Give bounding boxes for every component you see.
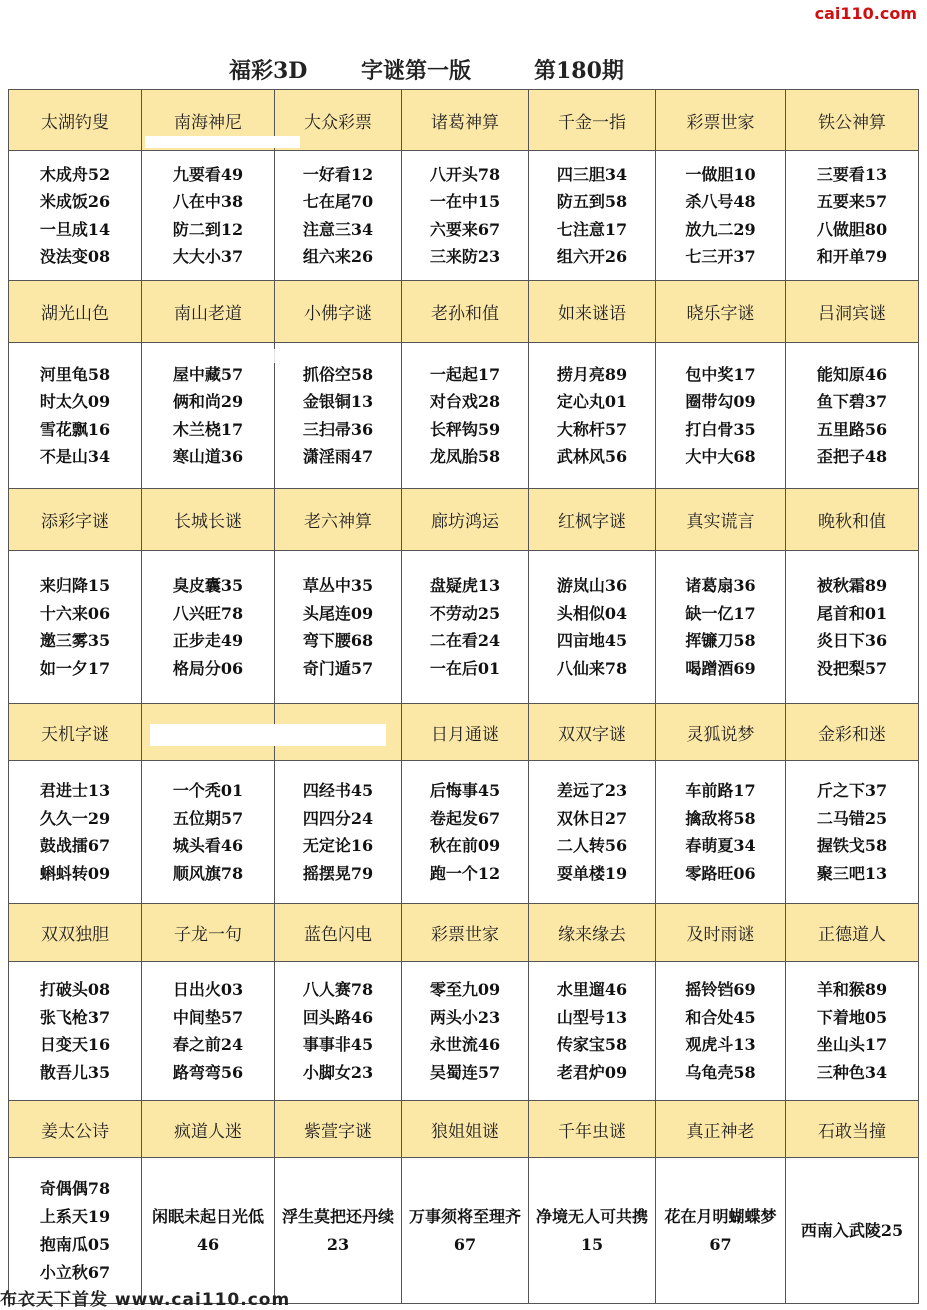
riddle-cell [142, 343, 275, 489]
riddle-line: 和合处45 [685, 1007, 756, 1027]
riddle-cell [786, 551, 919, 704]
column-header: 及时雨谜 [656, 904, 786, 962]
riddle-line: 武林风56 [556, 447, 628, 466]
riddle-line: 草丛中35 [302, 576, 374, 595]
column-header: 真正神老 [656, 1101, 786, 1158]
riddle-line: 路弯弯56 [172, 1062, 244, 1082]
riddle-line: 零路旺06 [685, 863, 756, 883]
riddle-cell [786, 761, 919, 904]
riddle-line: 歪把子48 [816, 447, 888, 466]
riddle-line: 张飞枪37 [39, 1007, 111, 1027]
riddle-line: 大中大68 [685, 447, 756, 466]
riddle-line: 抓俗空58 [302, 364, 374, 384]
riddle-line: 俩和尚29 [172, 392, 244, 411]
riddle-line: 奇门遁57 [302, 658, 374, 678]
riddle-line: 水里遛46 [556, 980, 628, 999]
riddle-line: 君进士13 [39, 781, 111, 800]
riddle-line: 组六开26 [556, 247, 628, 266]
issue-number: 第180期 [534, 58, 624, 84]
riddle-line: 鱼下碧37 [816, 392, 888, 411]
riddle-line: 车前路17 [685, 781, 756, 800]
riddle-line: 对台戏28 [429, 392, 501, 411]
riddle-line: 如一夕17 [39, 658, 111, 678]
riddle-cell [142, 1158, 275, 1304]
riddle-cell [786, 1158, 919, 1304]
column-header: 缘来缘去 [529, 904, 656, 962]
riddle-line: 头相似04 [556, 603, 628, 623]
riddle-line: 闲眠未起日光低46 [151, 1206, 264, 1254]
riddle-line: 五里路56 [816, 419, 888, 439]
riddle-line: 秋在前09 [429, 836, 501, 855]
riddle-line: 防五到58 [556, 192, 628, 211]
riddle-cell [402, 962, 529, 1101]
riddle-line: 四亩地45 [556, 631, 628, 650]
column-header: 灵狐说梦 [656, 704, 786, 761]
riddle-line: 上系天19 [39, 1206, 111, 1226]
riddle-cell [9, 1158, 142, 1304]
riddle-line: 卷起发67 [429, 808, 501, 828]
riddle-line: 八开头78 [429, 164, 501, 184]
riddle-line: 顺风旗78 [172, 863, 244, 883]
riddle-line: 三扫帚36 [302, 419, 374, 439]
riddle-line: 注意三34 [302, 219, 374, 239]
riddle-line: 传家宝58 [556, 1035, 628, 1054]
riddle-line: 炎日下36 [816, 631, 888, 650]
riddle-line: 耍单楼19 [556, 863, 628, 883]
riddle-line: 定心丸01 [556, 392, 628, 411]
mask-patch-header [145, 136, 300, 148]
riddle-cell [402, 151, 529, 281]
riddle-line: 坐山头17 [816, 1035, 888, 1054]
column-header: 大众彩票 [275, 90, 402, 151]
riddle-line: 尾首和01 [816, 603, 888, 623]
riddle-line: 一做胆10 [685, 164, 756, 184]
riddle-cell [656, 151, 786, 281]
riddle-line: 屋中藏57 [172, 364, 244, 384]
riddle-line: 斤之下37 [816, 781, 888, 800]
riddle-cell [529, 962, 656, 1101]
column-header: 太湖钓叟 [9, 90, 142, 151]
riddle-line: 西南入武陵25 [800, 1220, 904, 1240]
riddle-line: 二在看24 [429, 631, 501, 650]
column-header: 吕洞宾谜 [786, 281, 919, 343]
riddle-line: 诸葛扇36 [685, 576, 756, 595]
riddle-line: 米成饭26 [39, 192, 111, 211]
riddle-line: 八人赛78 [302, 980, 374, 999]
riddle-line: 金银铜13 [302, 392, 374, 411]
column-header: 红枫字谜 [529, 489, 656, 551]
riddle-line: 圈带勾09 [685, 392, 756, 411]
riddle-line: 小脚女23 [302, 1062, 374, 1082]
riddle-cell [529, 1158, 656, 1304]
riddle-cell [275, 1158, 402, 1304]
riddle-line: 潇淫雨47 [302, 447, 374, 466]
riddle-cell [9, 551, 142, 704]
riddle-line: 防二到12 [172, 219, 244, 239]
column-header: 南海神尼 [142, 90, 275, 151]
riddle-line: 八做胆80 [816, 219, 888, 239]
riddle-line: 打白骨35 [685, 419, 756, 439]
riddle-line: 中间垫57 [172, 1007, 244, 1027]
riddle-line: 九要看49 [172, 164, 244, 184]
riddle-line: 散吾儿35 [39, 1062, 111, 1082]
riddle-line: 包中奖17 [685, 364, 756, 384]
column-header: 正德道人 [786, 904, 919, 962]
column-header: 真实谎言 [656, 489, 786, 551]
riddle-line: 没把梨57 [816, 658, 888, 678]
riddle-line: 五要来57 [816, 192, 888, 211]
riddle-cell [9, 962, 142, 1101]
riddle-line: 长秤钩59 [429, 419, 501, 439]
column-header: 廊坊鸿运 [402, 489, 529, 551]
column-header: 金彩和迷 [786, 704, 919, 761]
riddle-line: 八在中38 [172, 192, 244, 211]
riddle-table [8, 89, 919, 1304]
riddle-line: 来归降15 [39, 576, 111, 595]
column-header: 天机字谜 [9, 704, 142, 761]
riddle-line: 臭皮囊35 [172, 576, 244, 595]
column-header: 彩票世家 [402, 904, 529, 962]
riddle-cell [402, 343, 529, 489]
riddle-line: 木成舟52 [39, 164, 111, 184]
riddle-line: 打破头08 [39, 980, 111, 999]
riddle-line: 吴蜀连57 [429, 1062, 501, 1082]
riddle-line: 时太久09 [39, 392, 111, 411]
column-header: 狼姐姐谜 [402, 1101, 529, 1158]
riddle-cell [529, 151, 656, 281]
riddle-line: 花在月明蝴蝶梦67 [664, 1206, 777, 1254]
riddle-line: 净境无人可共携15 [535, 1206, 648, 1254]
column-header: 千年虫谜 [529, 1101, 656, 1158]
riddle-line: 杀八号48 [685, 192, 756, 211]
riddle-line: 双休日27 [556, 808, 628, 828]
riddle-line: 七在尾70 [302, 192, 374, 211]
riddle-cell [656, 761, 786, 904]
riddle-cell [529, 343, 656, 489]
column-header: 石敢当撞 [786, 1101, 919, 1158]
riddle-line: 盘疑虎13 [429, 576, 501, 595]
riddle-cell [786, 343, 919, 489]
riddle-line: 河里龟58 [39, 364, 111, 384]
riddle-line: 无定论16 [302, 836, 374, 855]
column-header: 双双独胆 [9, 904, 142, 962]
riddle-line: 一好看12 [302, 164, 374, 184]
riddle-line: 浮生莫把还丹续23 [281, 1206, 394, 1254]
riddle-line: 被秋霜89 [816, 576, 888, 595]
riddle-line: 日出火03 [172, 980, 244, 999]
riddle-cell [9, 151, 142, 281]
riddle-line: 羊和猴89 [816, 980, 888, 999]
riddle-cell [9, 761, 142, 904]
riddle-line: 捞月亮89 [556, 364, 628, 384]
riddle-line: 不是山34 [39, 447, 111, 466]
riddle-line: 格局分06 [172, 658, 244, 678]
riddle-line: 二马错25 [816, 808, 888, 828]
mask-patch-row4 [150, 724, 386, 746]
column-header: 晓乐字谜 [656, 281, 786, 343]
site-logo: cai110.com [814, 4, 917, 23]
riddle-line: 弯下腰68 [302, 631, 374, 650]
column-header: 疯道人迷 [142, 1101, 275, 1158]
column-header: 千金一指 [529, 90, 656, 151]
riddle-line: 八兴旺78 [172, 603, 244, 623]
riddle-line: 三要看13 [816, 164, 888, 184]
riddle-cell [275, 551, 402, 704]
riddle-line: 游岚山36 [556, 576, 628, 595]
riddle-line: 邀三雾35 [39, 631, 111, 650]
column-header: 湖光山色 [9, 281, 142, 343]
riddle-line: 春萌夏34 [685, 836, 756, 855]
riddle-line: 一个秃01 [172, 781, 244, 800]
lottery-name: 福彩3D [229, 58, 308, 84]
riddle-cell [529, 761, 656, 904]
column-header: 小佛字谜 [275, 281, 402, 343]
column-header: 双双字谜 [529, 704, 656, 761]
riddle-line: 和开单79 [816, 247, 888, 266]
riddle-line: 龙凤胎58 [429, 447, 501, 466]
riddle-line: 组六来26 [302, 247, 374, 266]
column-header: 蓝色闪电 [275, 904, 402, 962]
column-header: 长城长谜 [142, 489, 275, 551]
riddle-line: 摇铃铛69 [685, 980, 756, 999]
riddle-line: 六要来67 [429, 219, 501, 239]
riddle-line: 大称杆57 [556, 419, 628, 439]
riddle-cell [402, 761, 529, 904]
riddle-line: 一在中15 [429, 192, 501, 211]
riddle-line: 山型号13 [556, 1007, 628, 1027]
column-header: 彩票世家 [656, 90, 786, 151]
riddle-line: 不劳动25 [429, 603, 501, 623]
riddle-cell [142, 551, 275, 704]
riddle-line: 没法变08 [39, 247, 111, 266]
riddle-line: 摇摆晃79 [302, 863, 374, 883]
riddle-line: 四经书45 [302, 781, 374, 800]
riddle-line: 喝蹭酒69 [685, 658, 756, 678]
riddle-line: 久久一29 [39, 808, 111, 828]
riddle-line: 四四分24 [302, 808, 374, 828]
riddle-line: 七三开37 [685, 247, 756, 266]
riddle-line: 日变天16 [39, 1035, 111, 1054]
riddle-cell [142, 962, 275, 1101]
riddle-line: 两头小23 [429, 1007, 501, 1027]
riddle-line: 握铁戈58 [816, 836, 888, 855]
riddle-line: 城头看46 [172, 836, 244, 855]
edition-label: 字谜第一版 [361, 58, 472, 84]
riddle-line: 放九二29 [685, 219, 756, 239]
riddle-line: 一旦成14 [39, 219, 111, 239]
column-header: 日月通谜 [402, 704, 529, 761]
riddle-line: 永世流46 [429, 1035, 501, 1054]
riddle-line: 老君炉09 [556, 1062, 628, 1082]
riddle-line: 回头路46 [302, 1007, 374, 1027]
riddle-line: 头尾连09 [302, 603, 374, 623]
riddle-line: 能知原46 [816, 364, 888, 384]
riddle-line: 十六来06 [39, 603, 111, 623]
riddle-line: 挥镰刀58 [685, 631, 756, 650]
column-header: 晚秋和值 [786, 489, 919, 551]
mask-patch-top [32, 14, 192, 64]
riddle-line: 春之前24 [172, 1035, 244, 1054]
riddle-line: 事事非45 [302, 1035, 374, 1054]
riddle-cell [9, 343, 142, 489]
riddle-cell [275, 343, 402, 489]
column-header: 姜太公诗 [9, 1101, 142, 1158]
riddle-line: 万事须将至理齐67 [408, 1206, 521, 1254]
riddle-cell [275, 761, 402, 904]
riddle-line: 观虎斗13 [685, 1035, 756, 1054]
riddle-line: 抱南瓜05 [39, 1234, 111, 1254]
column-header: 老六神算 [275, 489, 402, 551]
riddle-line: 鼓战擂67 [39, 836, 111, 855]
column-header: 子龙一句 [142, 904, 275, 962]
riddle-line: 二人转56 [556, 836, 628, 855]
riddle-line: 正步走49 [172, 631, 244, 650]
riddle-line: 寒山道36 [172, 447, 244, 466]
riddle-cell [786, 151, 919, 281]
riddle-line: 一在后01 [429, 658, 501, 678]
riddle-cell [786, 962, 919, 1101]
riddle-cell [275, 151, 402, 281]
riddle-line: 聚三吧13 [816, 863, 888, 883]
column-header: 紫萱字谜 [275, 1101, 402, 1158]
riddle-cell [275, 962, 402, 1101]
riddle-cell [656, 962, 786, 1101]
column-header: 如来谜语 [529, 281, 656, 343]
riddle-line: 蝌蚪转09 [39, 863, 111, 883]
riddle-line: 差远了23 [556, 781, 628, 800]
riddle-line: 三来防23 [429, 247, 501, 266]
column-header: 南山老道 [142, 281, 275, 343]
riddle-line: 七注意17 [556, 219, 628, 239]
riddle-line: 大大小37 [172, 247, 244, 266]
riddle-line: 乌龟壳58 [685, 1062, 756, 1082]
riddle-line: 下着地05 [816, 1007, 888, 1027]
riddle-cell [142, 151, 275, 281]
footer-text: 布衣天下首发 www.cai110.com [0, 1290, 291, 1310]
riddle-line: 后悔事45 [429, 781, 501, 800]
mask-patch-row2 [250, 349, 360, 363]
riddle-cell [656, 343, 786, 489]
riddle-cell [402, 551, 529, 704]
column-header: 老孙和值 [402, 281, 529, 343]
column-header: 铁公神算 [786, 90, 919, 151]
riddle-line: 零至九09 [429, 980, 501, 999]
riddle-cell [402, 1158, 529, 1304]
column-header: 诸葛神算 [402, 90, 529, 151]
riddle-line: 三种色34 [816, 1062, 888, 1082]
riddle-cell [529, 551, 656, 704]
riddle-cell [142, 761, 275, 904]
column-header: 添彩字谜 [9, 489, 142, 551]
riddle-line: 小立秋67 [39, 1262, 111, 1282]
riddle-line: 雪花飘16 [39, 419, 111, 439]
riddle-line: 一起起17 [429, 364, 501, 384]
riddle-line: 四三胆34 [556, 164, 628, 184]
riddle-line: 奇偶偶78 [39, 1178, 111, 1198]
riddle-line: 跑一个12 [429, 863, 501, 883]
riddle-cell [656, 551, 786, 704]
riddle-line: 八仙来78 [556, 658, 628, 678]
riddle-line: 五位期57 [172, 808, 244, 828]
riddle-line: 缺一亿17 [685, 603, 756, 623]
riddle-line: 木兰桡17 [172, 419, 244, 439]
riddle-line: 擒敌将58 [685, 808, 756, 828]
riddle-cell [656, 1158, 786, 1304]
